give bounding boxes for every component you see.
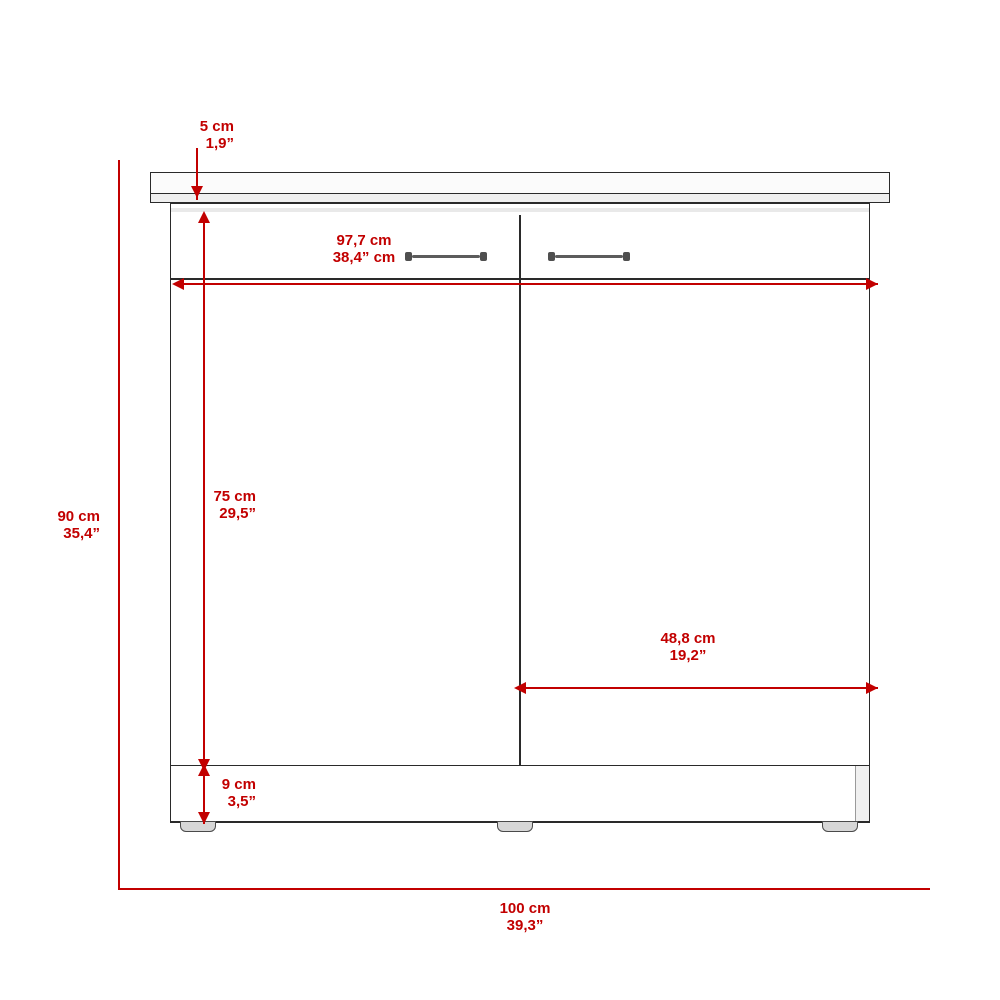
foot-right [822,821,858,832]
door-width-arrow-left [514,682,526,694]
drawer-handle-right [548,252,630,261]
door-width-label: 48,8 cm 19,2” [660,630,716,664]
total-height-label: 90 cm 35,4” [57,508,100,542]
door-width-arrow-right [866,682,878,694]
foot-center [497,821,533,832]
countertop-edge [150,194,890,203]
handle-bar-right [555,255,623,258]
door-height-label: 75 cm 29,5” [213,488,256,522]
body-width-line [180,283,878,285]
total-width-baseline [118,888,930,890]
plinth-height-arrow-down [198,812,210,824]
plinth-height-label: 9 cm 3,5” [221,776,256,810]
handle-cap-right [623,252,630,261]
body-width-arrow-left [172,278,184,290]
cabinet-top-reveal [171,208,869,212]
total-width-label: 100 cm 39,3” [499,900,551,934]
handle-cap-left [548,252,555,261]
body-width-label: 97,7 cm 38,4” cm [332,232,396,266]
door-height-arrow-up [198,211,210,223]
handle-cap-right [480,252,487,261]
plinth-side-shade [855,766,869,822]
counter-thickness-label: 5 cm 1,9” [199,118,234,152]
countertop [150,172,890,194]
body-width-arrow-right [866,278,878,290]
plinth-height-arrow-up [198,764,210,776]
door-width-line [523,687,878,689]
plinth-face [171,766,869,822]
total-height-line [118,160,120,890]
counter-thickness-arrow-down [191,186,203,198]
